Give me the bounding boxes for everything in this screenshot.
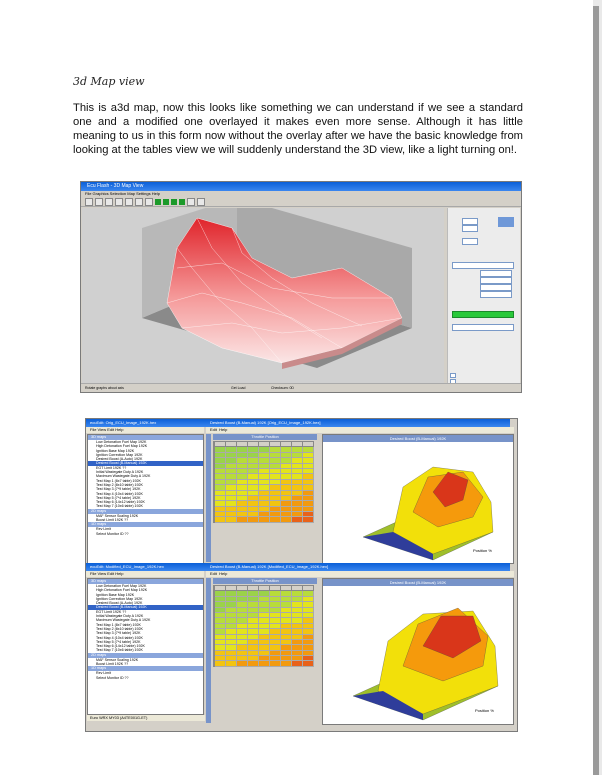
map-window-title-top: Desired Boost (B-Manual) 192K [Orig_ECU_Image_192K.hex] xyxy=(206,419,510,427)
list-section-1d: 1D maps xyxy=(88,522,203,527)
table-cell[interactable] xyxy=(237,661,248,666)
list-item[interactable]: Desired Boost (B-Manual) 192K xyxy=(88,461,203,465)
list-section-2d: 2D maps xyxy=(88,653,203,658)
table-cell[interactable] xyxy=(292,661,303,666)
surface-plot-3d[interactable] xyxy=(82,208,444,383)
window-titlebar: Ecu Flash - 3D Map View xyxy=(81,182,521,191)
position-rpm-field[interactable] xyxy=(462,225,478,232)
list-item[interactable]: Low Detonation Fuel Map 192K xyxy=(96,584,147,588)
position-load-field[interactable] xyxy=(462,218,478,225)
body-paragraph: This is a3d map, now this looks like something we can understand if we see a standard one and a modified one overlayed it makes even more sense. Although it has little meaning to us in this form now without the overlay after we have the basic knowledge from looking at the tables view we will suddenly understand the 3D view, like a light turning on!. xyxy=(73,102,523,156)
list-item[interactable]: Maximum Wastegate Duty A 192K xyxy=(96,618,151,623)
table-cell[interactable] xyxy=(303,517,314,522)
list-item[interactable]: Boost Limit 192K ?? xyxy=(96,662,129,667)
list-item[interactable]: Ignition Correction Map 192K xyxy=(96,452,143,457)
toolbar-button[interactable] xyxy=(179,199,185,205)
chart-header-top: Desired Boost (B-Manual) 192K xyxy=(323,435,513,442)
list-item[interactable]: Desired Boost (A-Auto) 192K xyxy=(96,457,143,462)
map-window-menu-bottom xyxy=(206,571,514,577)
list-item[interactable]: Desired Boost (A-Auto) 192K xyxy=(96,601,143,606)
toolbar-button[interactable] xyxy=(155,199,161,205)
side-handle[interactable] xyxy=(206,578,211,723)
toolbar-button[interactable] xyxy=(171,199,177,205)
list-item[interactable]: Ignition Base Map 192K xyxy=(96,592,135,597)
map-settings-panel xyxy=(447,208,520,391)
table-cell[interactable] xyxy=(270,661,281,666)
toolbar-button[interactable] xyxy=(85,198,93,206)
list-item[interactable]: Test Map 2 (8x10 table) 192K xyxy=(96,626,143,631)
menu-edit[interactable]: Edit xyxy=(210,427,217,432)
chart-axis-label-bottom: Position % xyxy=(475,708,494,713)
map-yaxis-field[interactable] xyxy=(480,291,512,298)
list-item[interactable]: EGT Limit 192K ?? xyxy=(96,609,127,614)
table-cell[interactable] xyxy=(237,517,248,522)
modified-status xyxy=(452,311,514,318)
list-item[interactable]: Ignition Base Map 192K xyxy=(96,448,135,453)
list-item[interactable]: MAF Sensor Scaling 192K xyxy=(96,513,139,518)
toolbar-button[interactable] xyxy=(163,199,169,205)
list-item[interactable]: Desired Boost (B-Manual) 192K xyxy=(88,605,203,609)
list-item[interactable]: Test Map 4 (10x4 table) 192K xyxy=(96,491,143,496)
list-window-title-top: ecuEdit: Orig_ECU_Image_192K.hex xyxy=(86,419,208,427)
table-cell[interactable] xyxy=(215,517,226,522)
table-cell[interactable] xyxy=(248,661,259,666)
list-item[interactable]: Test Map 5 (7*4 table) 192K xyxy=(96,639,141,644)
list-item[interactable]: High Detonation Fuel Map 192K xyxy=(96,588,148,593)
table-cell[interactable] xyxy=(259,517,270,522)
chart-svg-top xyxy=(323,442,513,562)
side-handle[interactable] xyxy=(206,434,211,562)
section-heading: 3d Map view xyxy=(73,75,145,88)
list-window-menu-bottom: File View Edit Help xyxy=(86,571,204,577)
toolbar xyxy=(81,197,521,207)
list-item[interactable]: Test Map 3 (7*9 table) 192K xyxy=(96,487,141,492)
list-item[interactable]: Test Map 5 (7*4 table) 192K xyxy=(96,495,141,500)
page-shadow xyxy=(593,6,599,775)
list-item[interactable]: Ignition Correction Map 192K xyxy=(96,596,143,601)
table-cell[interactable] xyxy=(248,517,259,522)
toolbar-button[interactable] xyxy=(135,198,143,206)
list-item[interactable]: Boost Limit 192K ?? xyxy=(96,518,129,523)
table-cell[interactable] xyxy=(215,661,226,666)
menu-help[interactable]: Help xyxy=(219,571,228,576)
table-cell[interactable] xyxy=(281,661,292,666)
table-header-top: Throttle Position xyxy=(213,434,317,440)
screenshot-comparison xyxy=(85,418,518,732)
table-cell[interactable] xyxy=(303,661,314,666)
table-cell[interactable] xyxy=(281,517,292,522)
map-xaxis-field[interactable] xyxy=(480,284,512,291)
list-section-3d: 3D maps xyxy=(88,435,203,440)
value-field[interactable] xyxy=(462,238,478,245)
list-item[interactable]: Test Map 7 (10x6 table) 192K xyxy=(96,504,143,509)
toolbar-button[interactable] xyxy=(125,198,133,206)
toolbar-button[interactable] xyxy=(115,198,123,206)
list-item[interactable]: Test Map 7 (10x6 table) 192K xyxy=(96,648,143,653)
list-item[interactable]: Low Detonation Fuel Map 192K xyxy=(96,440,147,444)
list-item[interactable]: Test Map 6 (14x12 table) 192K xyxy=(96,500,145,505)
boost-table-top xyxy=(213,441,314,523)
menu-edit[interactable]: Edit xyxy=(210,571,217,576)
map-address-field[interactable] xyxy=(480,270,512,277)
boost-chart-bottom[interactable] xyxy=(322,578,514,725)
list-item[interactable]: Test Map 3 (7*9 table) 192K xyxy=(96,631,141,636)
status-left: Rotate graphs about axis xyxy=(85,386,124,390)
list-item[interactable]: Test Map 4 (10x4 table) 192K xyxy=(96,635,143,640)
list-item[interactable]: Select Monitor ID ?? xyxy=(96,675,129,680)
list-item[interactable]: Test Map 6 (14x12 table) 192K xyxy=(96,644,145,649)
list-item[interactable]: Maximum Wastegate Duty A 192K xyxy=(96,474,151,479)
ecu-footer: Euro WRX MY03 (A4TE001G-ET) xyxy=(87,715,205,721)
status-bar xyxy=(81,383,521,392)
list-item[interactable]: Initial Wastegate Duty A 192K xyxy=(96,470,144,475)
list-item[interactable]: MAF Sensor Scaling 192K xyxy=(96,657,139,662)
status-mid: Get Load xyxy=(231,386,246,390)
toolbar-button[interactable] xyxy=(145,198,153,206)
table-cell[interactable] xyxy=(292,517,303,522)
list-window-title-bottom: ecuEdit: Modified_ECU_Image_192K.hex xyxy=(86,563,208,571)
list-item[interactable]: Test Map 1 (8x7 table) 192K xyxy=(96,622,141,627)
lookup-map-field[interactable] xyxy=(452,262,514,269)
list-section-1d: 1D maps xyxy=(88,666,203,671)
toolbar-button[interactable] xyxy=(95,198,103,206)
list-section-3d: 3D maps xyxy=(88,579,203,584)
position-color-swatch xyxy=(498,217,514,227)
list-item[interactable]: EGT Limit 192K ?? xyxy=(96,465,127,470)
list-item[interactable]: Rev Limit xyxy=(96,671,111,676)
status-right: Checksum: 0D xyxy=(271,386,294,390)
list-item[interactable]: Test Map 1 (8x7 table) 192K xyxy=(96,478,141,483)
chart-svg-bottom xyxy=(323,586,513,723)
list-item[interactable]: Test Map 2 (8x10 table) 192K xyxy=(96,482,143,487)
list-section-2d: 2D maps xyxy=(88,509,203,514)
overlay-checkbox[interactable] xyxy=(450,373,456,378)
map-window-menu-top xyxy=(206,427,514,433)
map-window-title-bottom: Desired Boost (B-Manual) 192K [Modified_ECU_Image_192K.hex] xyxy=(206,563,510,571)
list-item[interactable]: High Detonation Fuel Map 192K xyxy=(96,444,148,449)
menu-help[interactable]: Help xyxy=(219,427,228,432)
window-menubar: File Graphics Selection Map Settings Help xyxy=(85,191,160,196)
screenshot-3d-map xyxy=(80,181,522,393)
table-header-bottom: Throttle Position xyxy=(213,578,317,584)
list-window-menu-top: File View Edit Help xyxy=(86,427,204,433)
table-cell[interactable] xyxy=(270,517,281,522)
table-cell[interactable] xyxy=(259,661,270,666)
list-item[interactable]: Initial Wastegate Duty A 192K xyxy=(96,614,144,619)
chart-header-bottom: Desired Boost (B-Manual) 192K xyxy=(323,579,513,586)
map-list-bottom xyxy=(87,578,204,715)
map-size-field[interactable] xyxy=(480,277,512,284)
boost-chart-top[interactable] xyxy=(322,434,514,564)
surface-plot-svg xyxy=(82,208,444,383)
toolbar-button[interactable] xyxy=(105,198,113,206)
result-field[interactable] xyxy=(452,324,514,331)
toolbar-button[interactable] xyxy=(197,198,205,206)
map-list-top xyxy=(87,434,204,571)
chart-axis-label-top: Position % xyxy=(473,548,492,553)
toolbar-button[interactable] xyxy=(187,198,195,206)
boost-table-bottom xyxy=(213,585,314,667)
table-cell[interactable] xyxy=(226,661,237,666)
list-item[interactable]: Select Monitor ID ?? xyxy=(96,531,129,536)
list-item[interactable]: Rev Limit xyxy=(96,527,111,532)
table-cell[interactable] xyxy=(226,517,237,522)
